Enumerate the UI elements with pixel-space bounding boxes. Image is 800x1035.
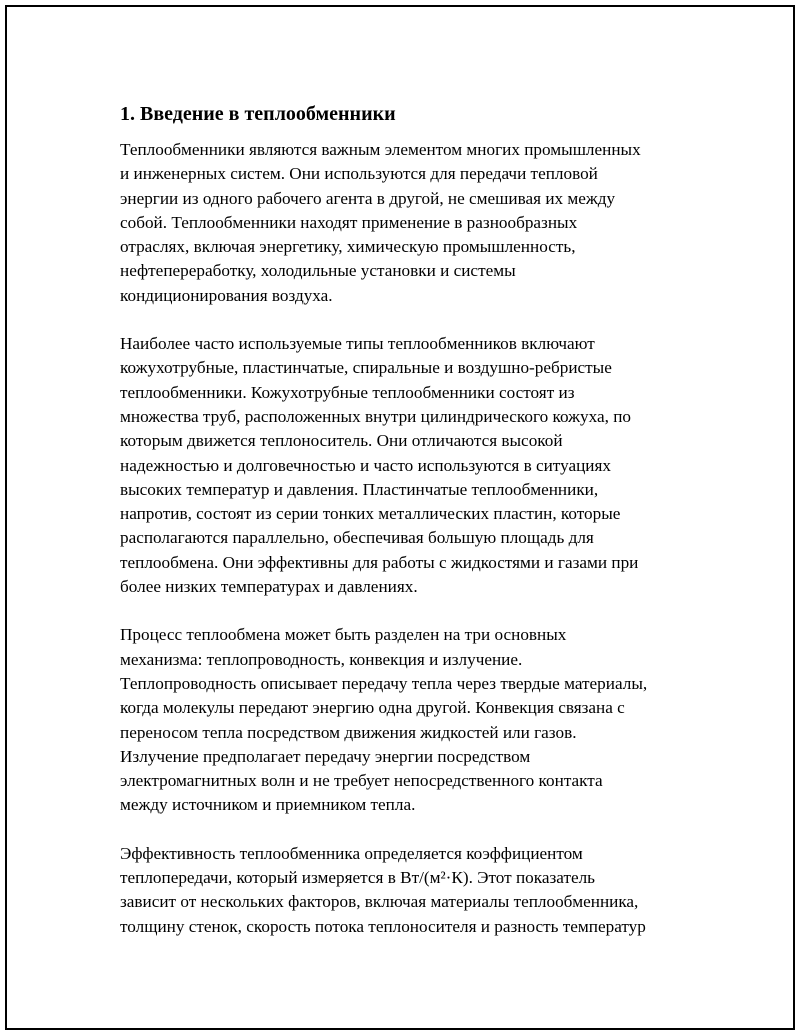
document-page bbox=[5, 5, 795, 1030]
paragraph-intro: Теплообменники являются важным элементом многих промышленных и инженерных систем. Они используются для передачи тепловой энергии из одного рабочего агента в другой, не смешивая их между собой. Теплообменники находят применение в разнообразных отраслях, включая энергетику, химическую промышленность, нефтепереработку, холодильные установки и системы кондиционирования воздуха. bbox=[120, 140, 641, 305]
section-heading: 1. Введение в теплообменники bbox=[120, 103, 396, 125]
paragraph-types: Наиболее часто используемые типы теплообменников включают кожухотрубные, пластинчатые, спиральные и воздушно-ребристые теплообменники. Кожухотрубные теплообменники состоят из множества труб, расположенных внутри цилиндрического кожуха, по которым движется теплоноситель. Они отличаются высокой надежностью и долговечностью и часто используются в ситуациях высоких температур и давления. Пластинчатые теплообменники, напротив, состоят из серии тонких металлических пластин, которые располагаются параллельно, обеспечивая большую площадь для теплообмена. Они эффективны для работы с жидкостями и газами при более низких температурах и давлениях. bbox=[120, 334, 639, 597]
paragraph-efficiency: Эффективность теплообменника определяется коэффициентом теплопередачи, который измеряется в Вт/(м²·К). Этот показатель зависит от нескольких факторов, включая материалы теплообменника, толщину стенок, скорость потока теплоносителя и разность температур bbox=[120, 843, 646, 936]
paragraph-mechanisms: Процесс теплообмена может быть разделен на три основных механизма: теплопроводность, конвекция и излучение. Теплопроводность описывает передачу тепла через твердые материалы, когда молекулы передают энергию одна другой. Конвекция связана с переносом тепла посредством движения жидкостей или газов. Излучение предполагает передачу энергии посредством электромагнитных волн и не требует непосредственного контакта между источником и приемником тепла. bbox=[120, 625, 648, 815]
document-content bbox=[120, 101, 700, 939]
